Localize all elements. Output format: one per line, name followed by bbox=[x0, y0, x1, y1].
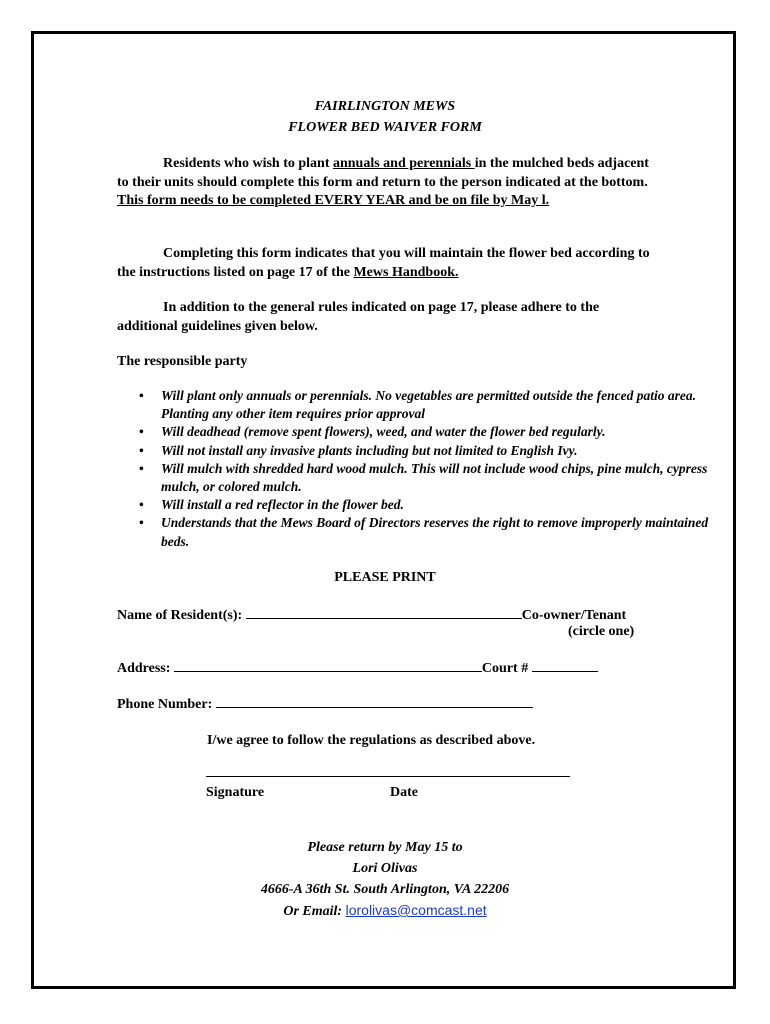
agreement-text: I/we agree to follow the regulations as described above. bbox=[207, 733, 536, 748]
intro-paragraph-1: Residents who wish to plant annuals and perennials in the mulched beds adjacent to their units should complete this form and return to the person indicated at the bottom. This form needs to be completed EVERY YEAR and be on file by May l. bbox=[117, 156, 649, 208]
mews-handbook-link: Mews Handbook. bbox=[353, 264, 459, 280]
rule-item: • Will deadhead (remove spent flowers), weed, and water the flower bed regularly. bbox=[161, 423, 721, 441]
address-label: Address: bbox=[117, 661, 171, 676]
please-print-heading: PLEASE PRINT bbox=[334, 570, 436, 585]
court-field[interactable] bbox=[532, 659, 598, 672]
court-label: Court # bbox=[481, 661, 529, 676]
return-address: 4666-A 36th St. South Arlington, VA 22206 bbox=[260, 882, 510, 897]
intro-paragraph-3: In addition to the general rules indicated on page 17, please adhere to the additional guidelines given below. bbox=[117, 300, 600, 334]
phone-field[interactable] bbox=[216, 695, 533, 708]
phone-row bbox=[117, 695, 533, 713]
email-link[interactable]: lorolivas@comcast.net bbox=[345, 902, 487, 918]
rules-list bbox=[117, 387, 721, 551]
name-field[interactable] bbox=[246, 606, 522, 619]
name-label: Name of Resident(s): bbox=[117, 608, 243, 623]
intro-paragraph-2: Completing this form indicates that you will maintain the flower bed according to the instructions listed on page 17 of the Mews Handbook. bbox=[117, 246, 650, 280]
return-name: Lori Olivas bbox=[352, 861, 418, 876]
owner-tenant-label[interactable]: Co-owner/Tenant bbox=[521, 608, 627, 623]
phone-label: Phone Number: bbox=[117, 697, 213, 712]
rule-item: • Will mulch with shredded hard wood mulch. This will not include wood chips, pine mulch, cypress mulch, or colored mulch. bbox=[161, 460, 721, 496]
signature-line[interactable] bbox=[206, 776, 570, 777]
form-title-line2: FLOWER BED WAIVER FORM bbox=[288, 120, 482, 135]
email-row bbox=[0, 902, 770, 920]
address-row bbox=[117, 659, 598, 677]
date-label: Date bbox=[390, 785, 418, 800]
email-label: Or Email: bbox=[283, 904, 343, 919]
rule-item: • Will install a red reflector in the flower bed. bbox=[161, 496, 721, 514]
signature-label: Signature bbox=[206, 785, 265, 800]
return-instruction: Please return by May 15 to bbox=[307, 840, 463, 855]
name-row bbox=[117, 606, 626, 624]
deadline-text: This form needs to be completed EVERY YEAR and be on file by May l. bbox=[117, 193, 550, 208]
rule-item: • Will plant only annuals or perennials. No vegetables are permitted outside the fenced patio area. Planting any other item requires prior approval bbox=[161, 387, 721, 423]
rule-item: • Understands that the Mews Board of Directors reserves the right to remove improperly maintained beds. bbox=[161, 514, 721, 550]
address-field[interactable] bbox=[174, 659, 482, 672]
annuals-perennials-text: annuals and perennials bbox=[332, 156, 475, 171]
circle-one-note: (circle one) bbox=[568, 624, 635, 639]
rule-item: • Will not install any invasive plants including but not limited to English Ivy. bbox=[161, 442, 721, 460]
form-title-line1: FAIRLINGTON MEWS bbox=[314, 99, 456, 114]
responsible-party-heading: The responsible party bbox=[117, 354, 248, 369]
